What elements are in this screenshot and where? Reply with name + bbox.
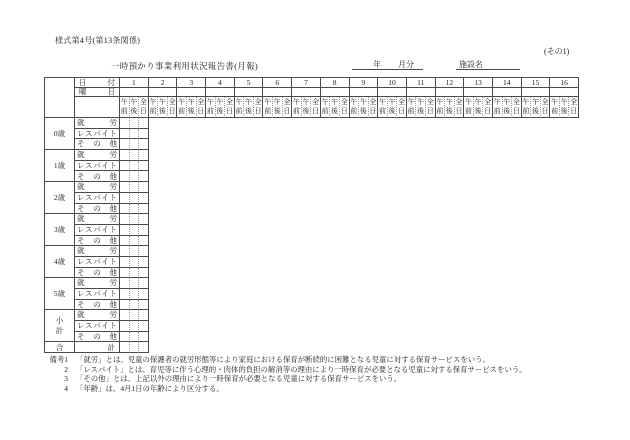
- age-group-label: 小計: [45, 310, 75, 342]
- date-number-cell: 3: [177, 78, 206, 88]
- facility-label: 施設名: [459, 60, 483, 69]
- date-number-cell: 16: [550, 78, 579, 88]
- weekday-entry-cell: [436, 88, 465, 97]
- time-slot-label: 午前: [436, 97, 446, 118]
- date-number-cell: 15: [522, 78, 551, 88]
- category-label: 就労: [75, 118, 120, 129]
- entry-cell: [120, 268, 130, 279]
- entry-cell: [130, 257, 140, 268]
- date-row-label: 日付: [75, 78, 120, 88]
- form-number: 様式第4号(第13条関係): [55, 36, 141, 45]
- time-slot-label: 午後: [216, 97, 226, 118]
- entry-cell: [130, 278, 140, 289]
- time-slot-label: 午前: [550, 97, 560, 118]
- category-label: レスパイト: [75, 161, 120, 172]
- time-slot-label: 午前: [350, 97, 360, 118]
- time-slot-label: 午後: [244, 97, 254, 118]
- entry-cell: [130, 150, 140, 161]
- time-slot-label: 全日: [541, 97, 551, 118]
- time-slot-label: 全日: [569, 97, 579, 118]
- entry-cell: [120, 204, 130, 215]
- entry-cell: [139, 321, 149, 332]
- time-slot-label: 全日: [168, 97, 178, 118]
- entry-cell: [130, 268, 140, 279]
- category-label: その他: [75, 236, 120, 247]
- category-label: その他: [75, 171, 120, 182]
- time-slot-label: 午後: [302, 97, 312, 118]
- entry-cell: [130, 236, 140, 247]
- time-slot-label: 全日: [340, 97, 350, 118]
- note-text: 「その他」とは、上記以外の理由により一時保育が必要となる児童に対する保育サービスをいう。: [76, 374, 402, 384]
- entry-cell: [130, 300, 140, 311]
- time-slot-label: 午前: [206, 97, 216, 118]
- entry-cell: [130, 310, 140, 321]
- weekday-entry-cell: [120, 88, 149, 97]
- time-slot-label: 全日: [225, 97, 235, 118]
- date-number-cell: 4: [206, 78, 235, 88]
- time-slot-label: 午後: [474, 97, 484, 118]
- weekday-entry-cell: [522, 88, 551, 97]
- entry-cell: [139, 171, 149, 182]
- category-label: 就労: [75, 310, 120, 321]
- date-number-cell: 5: [235, 78, 264, 88]
- time-slot-label: 午後: [560, 97, 570, 118]
- category-label: レスパイト: [75, 321, 120, 332]
- time-slot-label: 午後: [359, 97, 369, 118]
- entry-cell: [139, 161, 149, 172]
- category-label: レスパイト: [75, 257, 120, 268]
- entry-cell: [139, 214, 149, 225]
- entry-cell: [130, 129, 140, 140]
- entry-cell: [130, 246, 140, 257]
- note-marker: 4: [64, 384, 68, 394]
- weekday-entry-cell: [321, 88, 350, 97]
- entry-cell: [120, 182, 130, 193]
- entry-cell: [139, 225, 149, 236]
- report-table: [44, 77, 579, 353]
- category-label: その他: [75, 332, 120, 343]
- grand-total-label-right: 計: [75, 342, 120, 353]
- date-number-cell: 9: [350, 78, 379, 88]
- date-number-cell: 8: [321, 78, 350, 88]
- age-group-label: 2歳: [45, 182, 75, 214]
- entry-cell: [130, 161, 140, 172]
- entry-cell: [139, 118, 149, 129]
- entry-cell: [120, 278, 130, 289]
- entry-cell: [139, 332, 149, 343]
- weekday-entry-cell: [493, 88, 522, 97]
- time-slot-label: 午後: [531, 97, 541, 118]
- weekday-entry-cell: [206, 88, 235, 97]
- entry-cell: [120, 321, 130, 332]
- age-group-label: 3歳: [45, 214, 75, 246]
- year-label: 年: [373, 60, 381, 69]
- entry-cell: [130, 332, 140, 343]
- time-slot-label: 全日: [139, 97, 149, 118]
- entry-cell: [130, 289, 140, 300]
- weekday-entry-cell: [378, 88, 407, 97]
- category-label: その他: [75, 204, 120, 215]
- date-number-cell: 1: [120, 78, 149, 88]
- entry-cell: [139, 278, 149, 289]
- entry-cell: [120, 257, 130, 268]
- time-slot-label: 午後: [388, 97, 398, 118]
- time-slot-label: 全日: [311, 97, 321, 118]
- time-slot-label: 午前: [177, 97, 187, 118]
- entry-cell: [130, 171, 140, 182]
- note-marker: 備考1: [49, 355, 68, 364]
- entry-cell: [120, 310, 130, 321]
- time-slot-label: 午後: [416, 97, 426, 118]
- time-slot-label: 午前: [149, 97, 159, 118]
- time-slot-label: 全日: [197, 97, 207, 118]
- entry-cell: [130, 204, 140, 215]
- time-slot-label: 全日: [512, 97, 522, 118]
- entry-cell: [139, 257, 149, 268]
- time-slot-label: 午前: [120, 97, 130, 118]
- weekday-entry-cell: [407, 88, 436, 97]
- weekday-entry-cell: [177, 88, 206, 97]
- page-marker: (その1): [544, 47, 570, 56]
- note-text: 「年齢」は、4月1日の年齢により区分する。: [76, 384, 224, 394]
- entry-cell: [120, 342, 130, 353]
- entry-cell: [130, 139, 140, 150]
- notes: [42, 355, 626, 394]
- time-slot-label: 午前: [292, 97, 302, 118]
- time-slot-label: 全日: [455, 97, 465, 118]
- age-group-label: 0歳: [45, 118, 75, 150]
- time-slot-label: 全日: [483, 97, 493, 118]
- entry-cell: [120, 129, 130, 140]
- time-slot-label: 午前: [407, 97, 417, 118]
- note-line: [42, 384, 626, 394]
- entry-cell: [120, 246, 130, 257]
- category-label: 就労: [75, 278, 120, 289]
- weekday-entry-cell: [550, 88, 579, 97]
- time-slot-label: 午後: [273, 97, 283, 118]
- time-slot-label: 全日: [283, 97, 293, 118]
- age-group-label: 5歳: [45, 278, 75, 310]
- weekday-entry-cell: [350, 88, 379, 97]
- time-slot-label: 午前: [378, 97, 388, 118]
- entry-cell: [120, 300, 130, 311]
- category-label: その他: [75, 268, 120, 279]
- entry-cell: [139, 300, 149, 311]
- time-slot-label: 午前: [464, 97, 474, 118]
- category-label: レスパイト: [75, 225, 120, 236]
- entry-cell: [139, 289, 149, 300]
- time-slot-label: 午前: [522, 97, 532, 118]
- entry-cell: [120, 118, 130, 129]
- note-text: 「レスパイト」とは、育児等に伴う心理的・肉体的負担の解消等の理由により一時保育が必要となる児童に対する保育サービスをいう。: [76, 364, 527, 374]
- time-slot-label: 午後: [130, 97, 140, 118]
- category-label: その他: [75, 139, 120, 150]
- category-label: レスパイト: [75, 289, 120, 300]
- note-line: [42, 365, 626, 375]
- entry-cell: [130, 118, 140, 129]
- time-slot-label: 全日: [426, 97, 436, 118]
- weekday-row-label: 曜日: [75, 88, 120, 97]
- category-label: 就労: [75, 150, 120, 161]
- time-slot-label: 全日: [254, 97, 264, 118]
- category-label: 就労: [75, 246, 120, 257]
- year-month-field: [352, 59, 423, 70]
- grand-total-label-left: 合: [45, 342, 75, 353]
- note-line: [42, 355, 626, 365]
- entry-cell: [120, 214, 130, 225]
- entry-cell: [139, 204, 149, 215]
- corner-cell: [45, 78, 75, 118]
- entry-cell: [139, 129, 149, 140]
- month-label: 月分: [398, 60, 414, 69]
- entry-cell: [139, 342, 149, 353]
- age-group-label: 1歳: [45, 150, 75, 182]
- entry-cell: [139, 268, 149, 279]
- entry-cell: [130, 225, 140, 236]
- entry-cell: [139, 193, 149, 204]
- time-slot-label: 午後: [330, 97, 340, 118]
- weekday-entry-cell: [292, 88, 321, 97]
- slot-spacer-cell: [75, 97, 120, 118]
- date-number-cell: 7: [292, 78, 321, 88]
- time-slot-label: 午後: [503, 97, 513, 118]
- date-number-cell: 11: [407, 78, 436, 88]
- entry-cell: [139, 310, 149, 321]
- time-slot-label: 午前: [321, 97, 331, 118]
- entry-cell: [120, 289, 130, 300]
- note-text: 「就労」とは、児童の保護者の就労形態等により家庭における保育が断続的に困難となる児童に対する保育サービスをいう。: [76, 355, 490, 364]
- entry-cell: [120, 193, 130, 204]
- entry-cell: [120, 225, 130, 236]
- time-slot-label: 午前: [235, 97, 245, 118]
- weekday-entry-cell: [235, 88, 264, 97]
- page-title: 一時預かり事業利用状況報告書(月報): [111, 61, 259, 71]
- time-slot-label: 午前: [493, 97, 503, 118]
- entry-cell: [120, 150, 130, 161]
- category-label: レスパイト: [75, 129, 120, 140]
- note-marker: 2: [64, 364, 68, 374]
- entry-cell: [130, 182, 140, 193]
- category-label: 就労: [75, 214, 120, 225]
- date-number-cell: 13: [464, 78, 493, 88]
- weekday-entry-cell: [464, 88, 493, 97]
- note-line: [42, 374, 626, 384]
- time-slot-label: 全日: [369, 97, 379, 118]
- entry-cell: [130, 342, 140, 353]
- time-slot-label: 午後: [158, 97, 168, 118]
- time-slot-label: 午後: [187, 97, 197, 118]
- category-label: 就労: [75, 182, 120, 193]
- note-marker: 3: [64, 374, 68, 384]
- entry-cell: [139, 246, 149, 257]
- entry-cell: [120, 236, 130, 247]
- facility-name-field: [456, 59, 520, 70]
- date-number-cell: 12: [436, 78, 465, 88]
- entry-cell: [120, 171, 130, 182]
- date-number-cell: 2: [149, 78, 178, 88]
- entry-cell: [139, 236, 149, 247]
- entry-cell: [120, 139, 130, 150]
- entry-cell: [139, 139, 149, 150]
- entry-cell: [120, 161, 130, 172]
- category-label: その他: [75, 300, 120, 311]
- entry-cell: [130, 193, 140, 204]
- age-group-label: 4歳: [45, 246, 75, 278]
- time-slot-label: 午後: [445, 97, 455, 118]
- entry-cell: [130, 321, 140, 332]
- date-number-cell: 10: [378, 78, 407, 88]
- time-slot-label: 午前: [263, 97, 273, 118]
- entry-cell: [130, 214, 140, 225]
- entry-cell: [120, 332, 130, 343]
- entry-cell: [139, 182, 149, 193]
- entry-cell: [139, 150, 149, 161]
- weekday-entry-cell: [149, 88, 178, 97]
- date-number-cell: 6: [263, 78, 292, 88]
- time-slot-label: 全日: [397, 97, 407, 118]
- date-number-cell: 14: [493, 78, 522, 88]
- weekday-entry-cell: [263, 88, 292, 97]
- category-label: レスパイト: [75, 193, 120, 204]
